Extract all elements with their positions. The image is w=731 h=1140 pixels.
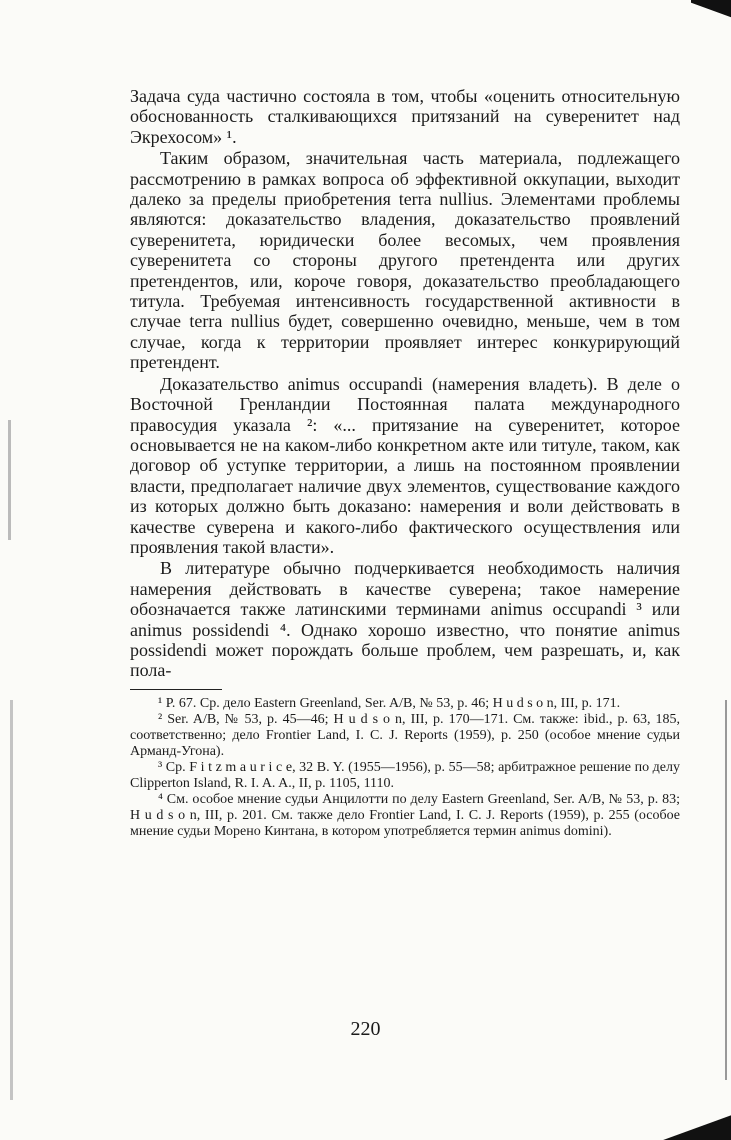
footnote: ⁴ См. особое мнение судьи Анцилотти по делу Eastern Greenland, Ser. A/B, № 53, p. 83; H u d s o n, III, p. 201. См. также дело Frontier Land, I. C. J. Reports (1959), p. 255 (особое мнение судьи Морено Кинтана, в котором употребляется термин animus domini).: [130, 792, 680, 839]
footnote: ³ Ср. F i t z m a u r i c e, 32 B. Y. (1955—1956), p. 55—58; арбитражное решение по делу Clipperton Island, R. I. A. A., II, p. 1105, 1110.: [130, 760, 680, 791]
page-content: [130, 86, 680, 839]
footnote-divider: [130, 689, 222, 690]
paragraph: Таким образом, значительная часть материала, подлежащего рассмотрению в рамках вопроса об эффективной оккупации, выходит далеко за пределы приобретения terra nullius. Элементами проблемы являются: доказательство владения, доказательство проявлений суверенитета, юридически более весомых, чем проявления суверенитета со стороны другого претендента или других претендентов, или, короче говоря, доказательство преобладающего титула. Требуемая интенсивность государственной активности в случае terra nullius будет, совершенно очевидно, меньше, чем в том случае, когда к территории проявляет интерес конкурирующий претендент.: [130, 148, 680, 373]
body-text: [130, 86, 680, 681]
footnote: ¹ P. 67. Ср. дело Eastern Greenland, Ser. A/B, № 53, p. 46; H u d s o n, III, p. 171.: [158, 695, 621, 711]
paragraph: Доказательство animus occupandi (намерения владеть). В деле о Восточной Гренландии Постоянная палата международного правосудия указала ²: «... притязание на суверенитет, которое основывается не на каком-либо конкретном акте или титуле, таком, как договор об уступке территории, а лишь на постоянном проявлении власти, предполагает наличие двух элементов, существование каждого из которых должно быть доказано: намерения и воли действовать в качестве суверена и какого-либо фактического осуществления или проявления такой власти».: [130, 373, 680, 557]
paragraph: Задача суда частично состояла в том, чтобы «оценить относительную обоснованность сталкивающихся притязаний на суверенитет над Экрехосом» ¹.: [130, 86, 680, 147]
scan-artifact: [8, 420, 11, 540]
scan-edge-shadow: [661, 1110, 731, 1140]
footnotes: [130, 696, 680, 839]
scan-edge-shadow: [691, 0, 731, 34]
footnote: ² Ser. A/B, № 53, p. 45—46; H u d s o n, III, p. 170—171. См. также: ibid., p. 63, 185, соответственно; дело Frontier Land, I. C. J. Reports (1959), p. 250 (особое мнение судьи Арманд-Угона).: [130, 712, 680, 759]
page-number: 220: [350, 1018, 381, 1040]
paragraph: В литературе обычно подчеркивается необходимость наличия намерения действовать в качестве суверена; такое намерение обозначается также латинскими терминами animus occupandi ³ или animus possidendi ⁴. Однако хорошо известно, что понятие animus possidendi может порождать больше проблем, чем разрешать, и, как пола-: [130, 558, 680, 681]
